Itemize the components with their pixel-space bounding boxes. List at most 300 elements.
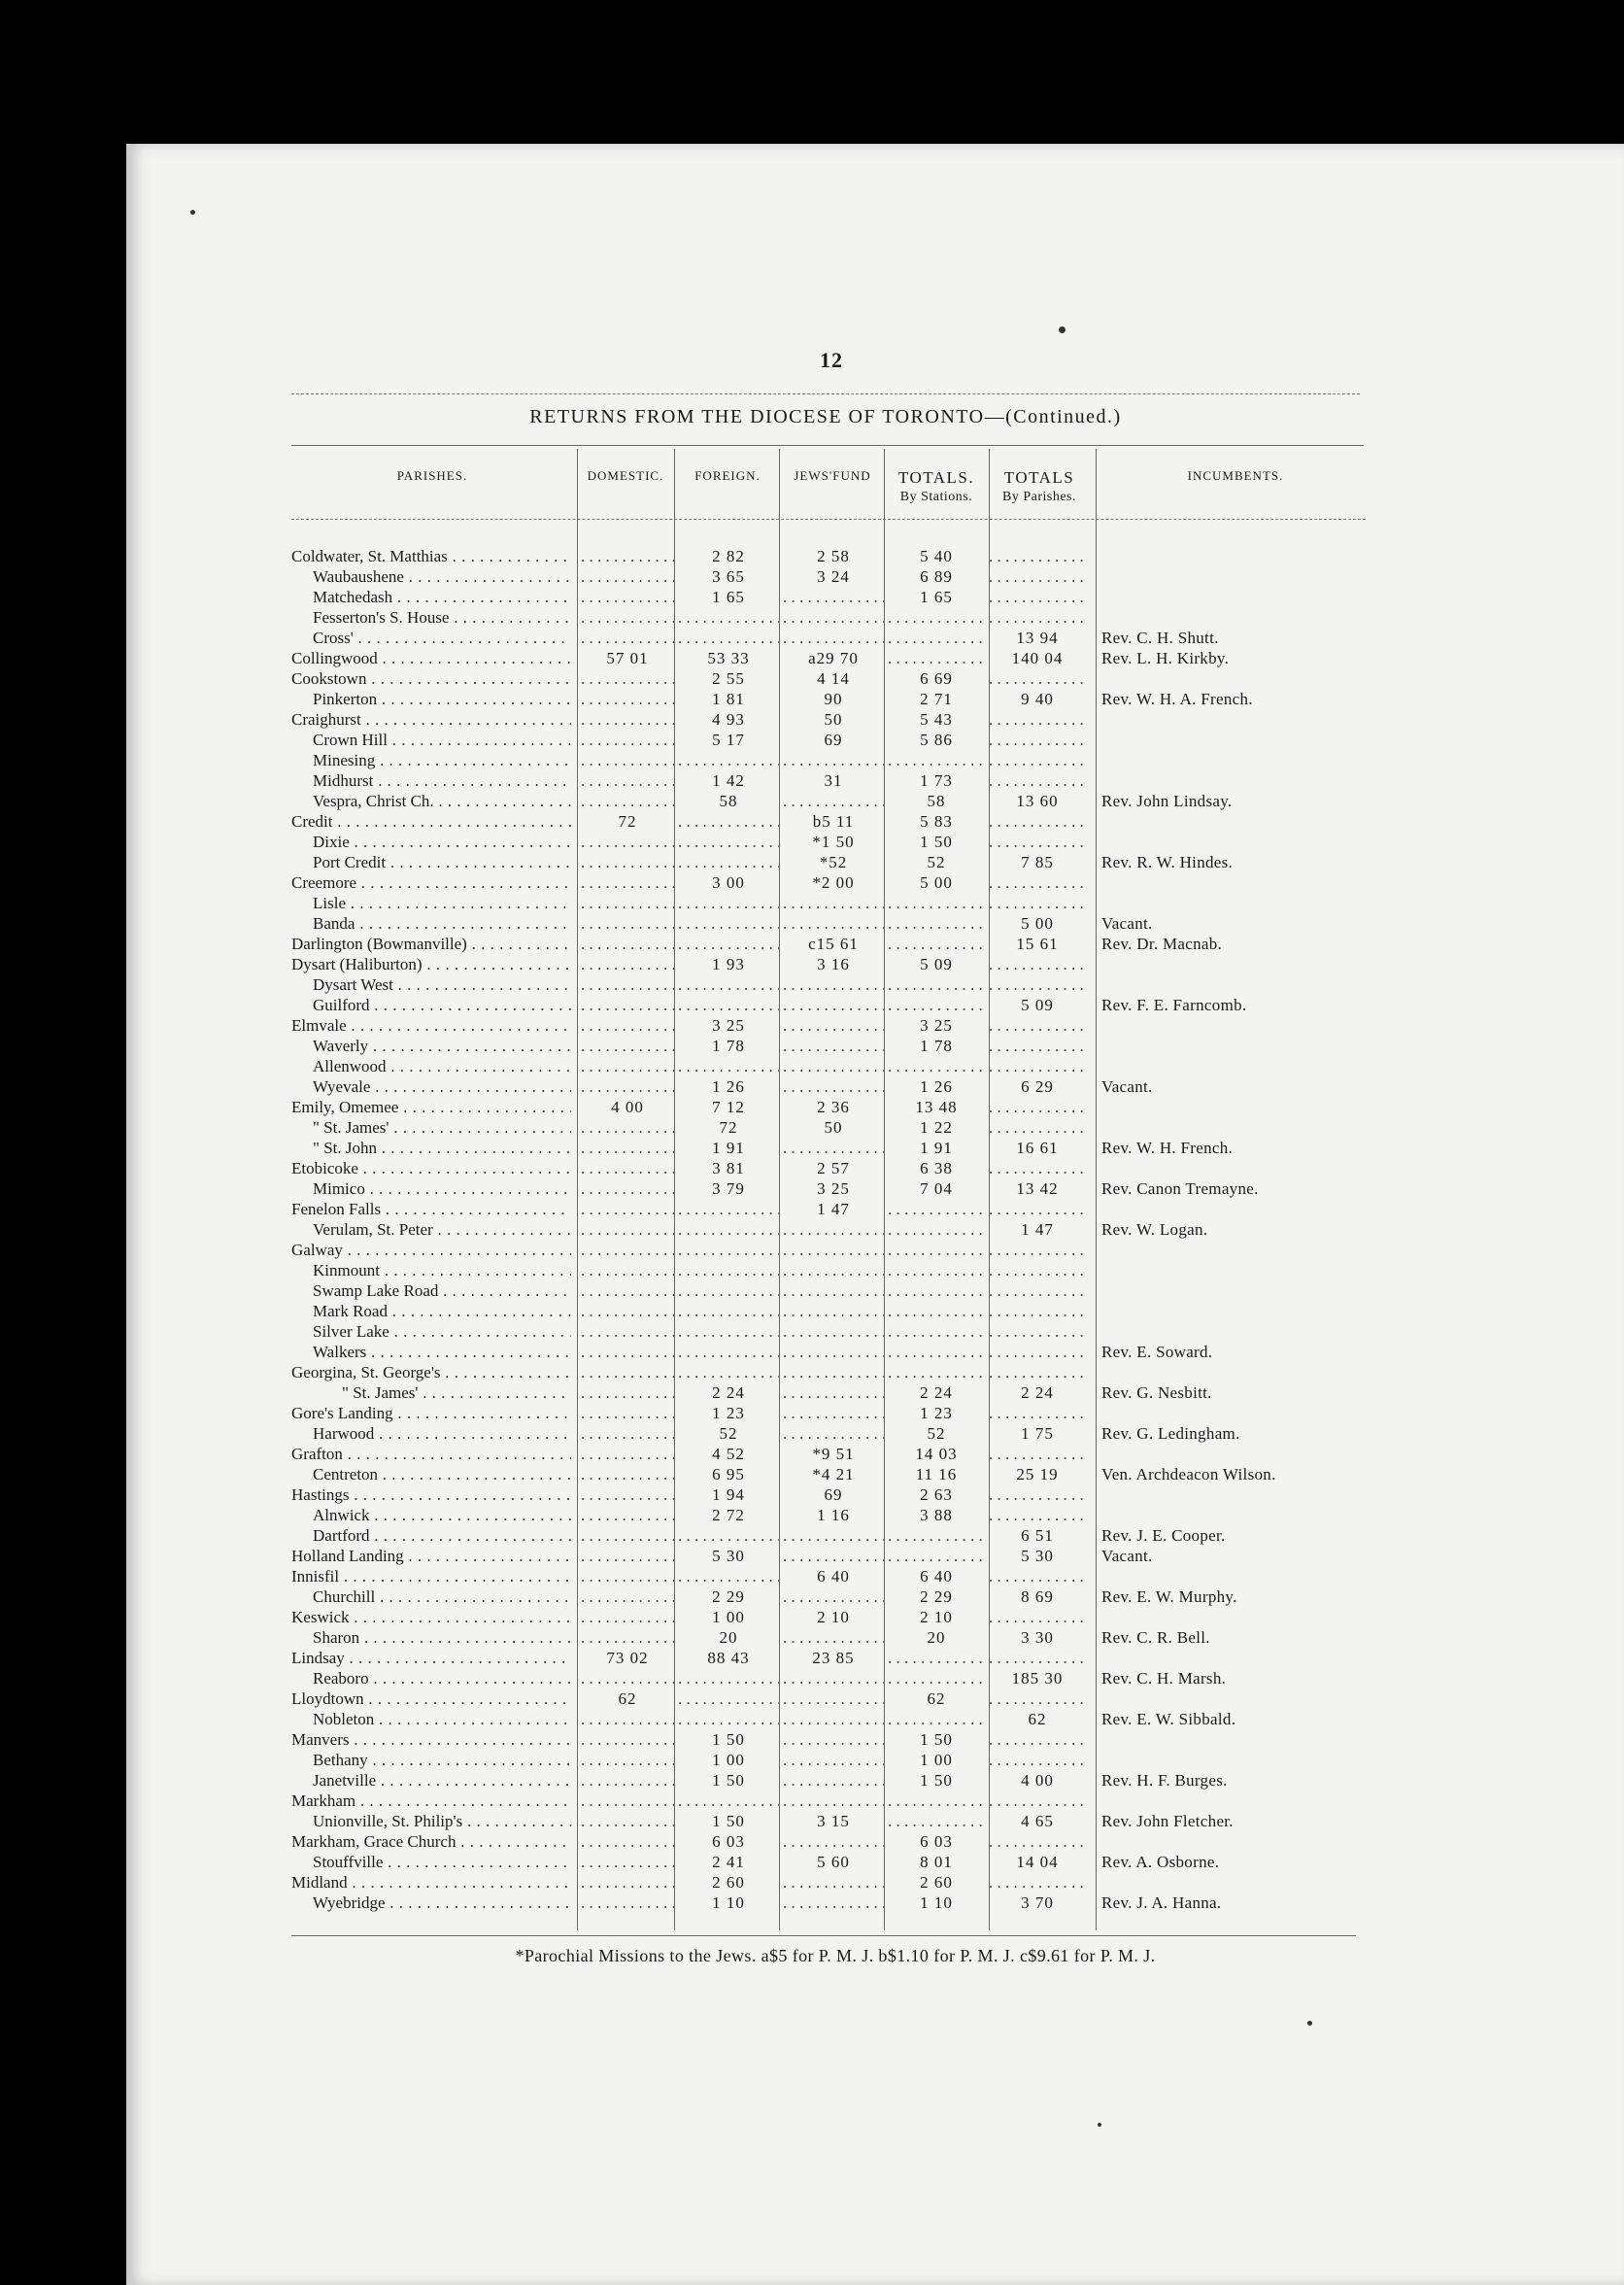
totals-parishes-cell: 9 40 xyxy=(1021,690,1054,708)
domestic-cell xyxy=(581,1199,674,1219)
foreign-cell xyxy=(678,750,779,770)
foreign-cell xyxy=(678,1219,779,1240)
jews-fund-cell: *2 00 xyxy=(812,873,855,892)
foreign-cell xyxy=(678,1301,779,1321)
parish-cell xyxy=(291,770,571,791)
domestic-cell xyxy=(581,1831,674,1852)
domestic-cell xyxy=(581,1668,674,1688)
foreign-cell: 1 23 xyxy=(712,1404,745,1422)
totals-stations-cell: 1 65 xyxy=(920,588,953,606)
parish-name: " St. James' . . . xyxy=(342,1382,571,1403)
header-parishes: PARISHES. xyxy=(396,468,468,483)
totals-parishes-cell xyxy=(989,709,1086,730)
incumbent-cell: Rev. W. H. A. French. xyxy=(1101,690,1253,708)
totals-parishes-cell xyxy=(989,1872,1086,1893)
domestic-cell xyxy=(581,791,674,811)
domestic-cell xyxy=(581,587,674,607)
parish-cell xyxy=(291,1729,571,1750)
table-row xyxy=(291,1688,1379,1709)
jews-fund-cell xyxy=(783,1770,884,1790)
foreign-cell: 2 41 xyxy=(712,1853,745,1871)
parish-name: Craighurst . . . xyxy=(291,709,571,730)
domestic-cell xyxy=(581,1403,674,1423)
totals-stations-cell: 11 16 xyxy=(915,1465,958,1484)
totals-stations-cell xyxy=(888,1280,985,1301)
totals-stations-cell: 1 10 xyxy=(920,1893,953,1912)
totals-parishes-cell: 8 69 xyxy=(1021,1587,1054,1606)
table-row xyxy=(291,587,1379,607)
parish-cell xyxy=(291,1280,571,1301)
jews-fund-cell xyxy=(783,587,884,607)
domestic-cell xyxy=(581,1321,674,1342)
incumbent-cell xyxy=(1101,811,1383,832)
parish-cell xyxy=(291,1321,571,1342)
table-row xyxy=(291,791,1379,811)
foreign-cell: 3 00 xyxy=(712,873,745,892)
domestic-cell xyxy=(581,1076,674,1097)
incumbent-cell: Rev. C. H. Shutt. xyxy=(1101,629,1219,647)
totals-parishes-cell xyxy=(989,1321,1086,1342)
totals-parishes-cell xyxy=(989,1607,1086,1627)
foreign-cell xyxy=(678,934,779,954)
table-row xyxy=(291,1464,1379,1484)
incumbent-cell: Rev. G. Ledingham. xyxy=(1101,1424,1240,1443)
parish-name: Wyebridge . . . xyxy=(313,1893,571,1913)
totals-parishes-cell: 3 30 xyxy=(1021,1628,1054,1647)
parish-cell xyxy=(291,1607,571,1627)
table-row xyxy=(291,1342,1379,1362)
jews-fund-cell xyxy=(783,1709,884,1729)
foreign-cell: 1 50 xyxy=(712,1730,745,1749)
totals-parishes-cell: 13 60 xyxy=(1016,792,1059,810)
totals-parishes-cell xyxy=(989,1097,1086,1117)
table-row xyxy=(291,852,1379,872)
totals-parishes-cell xyxy=(989,1444,1086,1464)
table-row xyxy=(291,628,1379,648)
incumbent-cell: Rev. G. Nesbitt. xyxy=(1101,1383,1212,1402)
table-row xyxy=(291,1280,1379,1301)
jews-fund-cell: 2 10 xyxy=(817,1608,850,1626)
domestic-cell xyxy=(581,1893,674,1913)
header-foreign: FOREIGN. xyxy=(694,468,761,483)
table-row xyxy=(291,709,1379,730)
jews-fund-cell: 4 14 xyxy=(817,669,850,688)
parish-cell xyxy=(291,1056,571,1076)
table-row xyxy=(291,1709,1379,1729)
parish-cell xyxy=(291,709,571,730)
parish-cell xyxy=(291,1709,571,1729)
foreign-cell: 3 25 xyxy=(712,1016,745,1035)
incumbent-cell: Rev. A. Osborne. xyxy=(1101,1853,1220,1871)
parish-name: Lloydtown . . . xyxy=(291,1688,571,1709)
totals-stations-cell xyxy=(888,1056,985,1076)
foreign-cell xyxy=(678,1056,779,1076)
table-row xyxy=(291,811,1379,832)
foreign-cell xyxy=(678,1709,779,1729)
table-row xyxy=(291,1301,1379,1321)
jews-fund-cell xyxy=(783,791,884,811)
totals-stations-cell: 62 xyxy=(927,1689,946,1708)
domestic-cell xyxy=(581,1240,674,1260)
totals-stations-cell xyxy=(888,1240,985,1260)
parish-name: Banda . . . xyxy=(313,913,571,934)
parish-name: Manvers . . . xyxy=(291,1729,571,1750)
totals-stations-cell: 5 40 xyxy=(920,547,953,565)
parish-cell xyxy=(291,1138,571,1158)
domestic-cell xyxy=(581,1790,674,1811)
incumbent-cell xyxy=(1101,566,1383,587)
jews-fund-cell: 50 xyxy=(824,710,843,729)
totals-parishes-cell xyxy=(989,832,1086,852)
jews-fund-cell xyxy=(783,1586,884,1607)
domestic-cell xyxy=(581,1872,674,1893)
table-row xyxy=(291,750,1379,770)
jews-fund-cell: *52 xyxy=(819,853,848,871)
jews-fund-cell xyxy=(783,1280,884,1301)
table-row xyxy=(291,1382,1379,1403)
table-row xyxy=(291,1076,1379,1097)
incumbent-cell: Rev. L. H. Kirkby. xyxy=(1101,649,1230,667)
jews-fund-cell: 2 58 xyxy=(817,547,850,565)
parish-cell xyxy=(291,1117,571,1138)
table-row xyxy=(291,1893,1379,1913)
parish-cell xyxy=(291,1505,571,1525)
incumbent-cell xyxy=(1101,1240,1383,1260)
foreign-cell: 2 72 xyxy=(712,1506,745,1524)
totals-stations-cell: 3 25 xyxy=(920,1016,953,1035)
domestic-cell xyxy=(581,1811,674,1831)
foreign-cell xyxy=(678,1342,779,1362)
parish-cell xyxy=(291,1546,571,1566)
incumbent-cell xyxy=(1101,1872,1383,1893)
parish-name: Stouffville . . . xyxy=(313,1852,571,1872)
incumbent-cell xyxy=(1101,1505,1383,1525)
foreign-cell: 6 95 xyxy=(712,1465,745,1484)
parish-cell xyxy=(291,1688,571,1709)
table-row xyxy=(291,730,1379,750)
parish-cell xyxy=(291,730,571,750)
domestic-cell xyxy=(581,1301,674,1321)
incumbent-cell: Rev. R. W. Hindes. xyxy=(1101,853,1234,871)
incumbent-cell xyxy=(1101,974,1383,995)
totals-stations-cell: 6 38 xyxy=(920,1159,953,1177)
jews-fund-cell xyxy=(783,1893,884,1913)
domestic-cell xyxy=(581,1750,674,1770)
incumbent-cell: Rev. F. E. Farncomb. xyxy=(1101,996,1247,1014)
totals-stations-cell: 7 04 xyxy=(920,1179,953,1198)
parish-name: " St. John . . . xyxy=(313,1138,571,1158)
totals-stations-cell xyxy=(888,1342,985,1362)
totals-parishes-cell xyxy=(989,1260,1086,1280)
jews-fund-cell xyxy=(783,1382,884,1403)
table-row xyxy=(291,1240,1379,1260)
domestic-cell xyxy=(581,954,674,974)
parish-name: Dartford . . . xyxy=(313,1525,571,1546)
foreign-cell: 72 xyxy=(719,1118,738,1137)
totals-stations-cell xyxy=(888,648,985,668)
totals-parishes-cell xyxy=(989,1729,1086,1750)
table-row xyxy=(291,1525,1379,1546)
foreign-cell: 2 29 xyxy=(712,1587,745,1606)
incumbent-cell: Rev. John Fletcher. xyxy=(1101,1812,1234,1830)
parish-name: " St. James' . . . xyxy=(313,1117,571,1138)
foreign-cell: 4 52 xyxy=(712,1445,745,1463)
totals-stations-cell: 52 xyxy=(927,1424,946,1443)
table-row xyxy=(291,1097,1379,1117)
domestic-cell xyxy=(581,1586,674,1607)
table-row xyxy=(291,607,1379,628)
parish-cell xyxy=(291,1015,571,1036)
totals-parishes-cell: 5 09 xyxy=(1021,996,1054,1014)
parish-cell xyxy=(291,1362,571,1382)
parish-cell xyxy=(291,1240,571,1260)
totals-parishes-cell xyxy=(989,954,1086,974)
parish-name: Midhurst . . . xyxy=(313,770,571,791)
totals-parishes-cell: 6 29 xyxy=(1021,1077,1054,1096)
totals-parishes-cell xyxy=(989,1301,1086,1321)
parish-cell xyxy=(291,1260,571,1280)
foreign-cell: 3 79 xyxy=(712,1179,745,1198)
table-row xyxy=(291,1199,1379,1219)
table-row xyxy=(291,1586,1379,1607)
domestic-cell xyxy=(581,1117,674,1138)
parish-name: Waverly . . . xyxy=(313,1036,571,1056)
totals-parishes-cell xyxy=(989,1240,1086,1260)
totals-parishes-cell xyxy=(989,1199,1086,1219)
incumbent-cell: Rev. Canon Tremayne. xyxy=(1101,1179,1259,1198)
table-row xyxy=(291,995,1379,1015)
incumbent-cell: Rev. E. W. Murphy. xyxy=(1101,1587,1237,1606)
totals-stations-cell xyxy=(888,750,985,770)
totals-stations-cell: 5 09 xyxy=(920,955,953,973)
jews-fund-cell xyxy=(783,1219,884,1240)
parish-cell xyxy=(291,628,571,648)
domestic-cell xyxy=(581,709,674,730)
totals-parishes-cell xyxy=(989,587,1086,607)
parish-name: Lindsay . . . xyxy=(291,1648,571,1668)
totals-stations-cell: 2 63 xyxy=(920,1485,953,1504)
domestic-cell xyxy=(581,668,674,689)
domestic-cell xyxy=(581,1280,674,1301)
parish-name: Vespra, Christ Ch. . . . xyxy=(313,791,571,811)
table-row xyxy=(291,1015,1379,1036)
totals-parishes-cell: 4 00 xyxy=(1021,1771,1054,1790)
domestic-cell xyxy=(581,1138,674,1158)
jews-fund-cell xyxy=(783,1260,884,1280)
parish-cell xyxy=(291,750,571,770)
parish-name: Gore's Landing . . . xyxy=(291,1403,571,1423)
incumbent-cell xyxy=(1101,832,1383,852)
foreign-cell xyxy=(678,1199,779,1219)
incumbent-cell: Rev. C. R. Bell. xyxy=(1101,1628,1210,1647)
incumbent-cell xyxy=(1101,1158,1383,1178)
parish-cell xyxy=(291,1301,571,1321)
totals-stations-cell: 1 50 xyxy=(920,1730,953,1749)
incumbent-cell xyxy=(1101,1729,1383,1750)
totals-parishes-cell xyxy=(989,1688,1086,1709)
table-row xyxy=(291,1138,1379,1158)
totals-parishes-cell: 185 30 xyxy=(1011,1669,1064,1688)
totals-stations-cell: 5 83 xyxy=(920,812,953,831)
parish-name: Churchill . . . xyxy=(313,1586,571,1607)
jews-fund-cell xyxy=(783,1015,884,1036)
incumbent-cell xyxy=(1101,954,1383,974)
table-row xyxy=(291,1423,1379,1444)
totals-parishes-cell: 13 42 xyxy=(1016,1179,1059,1198)
parish-cell xyxy=(291,1219,571,1240)
parish-name: Collingwood . . . xyxy=(291,648,571,668)
domestic-cell xyxy=(581,1566,674,1586)
table-row xyxy=(291,689,1379,709)
incumbent-cell xyxy=(1101,1036,1383,1056)
incumbent-cell xyxy=(1101,1260,1383,1280)
parish-cell xyxy=(291,1036,571,1056)
totals-parishes-cell: 1 47 xyxy=(1021,1220,1054,1239)
totals-parishes-cell xyxy=(989,1342,1086,1362)
parish-cell xyxy=(291,832,571,852)
parish-cell xyxy=(291,1831,571,1852)
table-row xyxy=(291,1668,1379,1688)
top-rule xyxy=(291,393,1360,394)
table-row xyxy=(291,1484,1379,1505)
table-row xyxy=(291,974,1379,995)
foreign-cell: 1 42 xyxy=(712,771,745,790)
incumbent-cell xyxy=(1101,1688,1383,1709)
domestic-cell xyxy=(581,607,674,628)
totals-parishes-cell xyxy=(989,1566,1086,1586)
parish-name: Holland Landing . . . xyxy=(291,1546,571,1566)
table-row xyxy=(291,1811,1379,1831)
parish-name: Kinmount . . . xyxy=(313,1260,571,1280)
totals-parishes-cell xyxy=(989,730,1086,750)
parish-cell xyxy=(291,1342,571,1362)
domestic-cell xyxy=(581,934,674,954)
totals-parishes-cell: 4 65 xyxy=(1021,1812,1054,1830)
domestic-cell xyxy=(581,1444,674,1464)
totals-parishes-cell xyxy=(989,1790,1086,1811)
totals-stations-cell: 1 23 xyxy=(920,1404,953,1422)
domestic-cell xyxy=(581,1770,674,1790)
header-totals-parishes: TOTALS By Parishes. xyxy=(1002,468,1076,504)
incumbent-cell: Rev. E. W. Sibbald. xyxy=(1101,1710,1236,1728)
domestic-cell xyxy=(581,1464,674,1484)
table-row xyxy=(291,934,1379,954)
table-row xyxy=(291,1158,1379,1178)
jews-fund-cell xyxy=(783,1138,884,1158)
paper-speck xyxy=(1059,326,1066,333)
jews-fund-cell: 90 xyxy=(824,690,843,708)
domestic-cell xyxy=(581,1382,674,1403)
parish-name: Silver Lake . . . xyxy=(313,1321,571,1342)
totals-stations-cell xyxy=(888,1668,985,1688)
jews-fund-cell xyxy=(783,1668,884,1688)
jews-fund-cell xyxy=(783,1627,884,1648)
foreign-cell xyxy=(678,1668,779,1688)
totals-stations-cell: 2 29 xyxy=(920,1587,953,1606)
jews-fund-cell xyxy=(783,628,884,648)
jews-fund-cell xyxy=(783,1403,884,1423)
totals-parishes-cell: 1 75 xyxy=(1021,1424,1054,1443)
parish-name: Alnwick . . . xyxy=(313,1505,571,1525)
domestic-cell xyxy=(581,770,674,791)
foreign-cell: 6 03 xyxy=(712,1832,745,1851)
totals-parishes-cell xyxy=(989,1505,1086,1525)
parish-name: Crown Hill . . . xyxy=(313,730,571,750)
totals-parishes-cell xyxy=(989,668,1086,689)
totals-stations-cell: 1 91 xyxy=(920,1139,953,1157)
totals-parishes-cell: 6 51 xyxy=(1021,1526,1054,1545)
parish-name: Unionville, St. Philip's . . . xyxy=(313,1811,571,1831)
parish-cell xyxy=(291,1852,571,1872)
parish-cell xyxy=(291,648,571,668)
parish-cell xyxy=(291,1464,571,1484)
totals-stations-cell xyxy=(888,913,985,934)
totals-parishes-cell: 2 24 xyxy=(1021,1383,1054,1402)
jews-fund-cell xyxy=(783,1301,884,1321)
domestic-cell: 57 01 xyxy=(606,649,649,667)
parish-name: Credit . . . xyxy=(291,811,571,832)
foreign-cell xyxy=(678,1790,779,1811)
foreign-cell xyxy=(678,1362,779,1382)
page-number: 12 xyxy=(820,348,843,372)
totals-stations-cell xyxy=(888,628,985,648)
jews-fund-cell: *4 21 xyxy=(812,1465,855,1484)
foreign-cell: 2 60 xyxy=(712,1873,745,1892)
totals-stations-cell: 1 50 xyxy=(920,1771,953,1790)
parish-name: Mark Road . . . xyxy=(313,1301,571,1321)
parish-name: Darlington (Bowmanville) . . . xyxy=(291,934,571,954)
foreign-cell: 1 65 xyxy=(712,588,745,606)
table-row xyxy=(291,1750,1379,1770)
bottom-rule xyxy=(291,1935,1356,1936)
foreign-cell: 1 50 xyxy=(712,1812,745,1830)
jews-fund-cell: 23 85 xyxy=(812,1649,855,1667)
domestic-cell xyxy=(581,1525,674,1546)
domestic-cell: 4 00 xyxy=(611,1098,644,1116)
jews-fund-cell: 69 xyxy=(824,731,843,749)
foreign-cell: 3 81 xyxy=(712,1159,745,1177)
domestic-cell xyxy=(581,995,674,1015)
jews-fund-cell: *1 50 xyxy=(812,833,855,851)
incumbent-cell xyxy=(1101,730,1383,750)
totals-stations-cell: 5 86 xyxy=(920,731,953,749)
parish-name: Coldwater, St. Matthias . . . xyxy=(291,546,571,566)
foreign-cell xyxy=(678,1688,779,1709)
parish-name: Etobicoke . . . xyxy=(291,1158,571,1178)
paper-speck xyxy=(190,210,195,215)
table-row xyxy=(291,546,1379,566)
totals-stations-cell xyxy=(888,1525,985,1546)
incumbent-cell xyxy=(1101,668,1383,689)
parish-name: Minesing . . . xyxy=(313,750,571,770)
parish-cell xyxy=(291,893,571,913)
jews-fund-cell xyxy=(783,1872,884,1893)
incumbent-cell xyxy=(1101,893,1383,913)
parish-cell xyxy=(291,934,571,954)
totals-parishes-cell xyxy=(989,1403,1086,1423)
totals-stations-cell: 58 xyxy=(927,792,946,810)
parish-cell xyxy=(291,566,571,587)
parish-cell xyxy=(291,1790,571,1811)
incumbent-cell: Rev. John Lindsay. xyxy=(1101,792,1233,810)
table-row xyxy=(291,1178,1379,1199)
totals-parishes-cell xyxy=(989,1362,1086,1382)
jews-fund-cell: 69 xyxy=(824,1485,843,1504)
totals-stations-cell: 6 89 xyxy=(920,567,953,586)
totals-parishes-cell xyxy=(989,1648,1086,1668)
foreign-cell xyxy=(678,1525,779,1546)
domestic-cell xyxy=(581,1015,674,1036)
